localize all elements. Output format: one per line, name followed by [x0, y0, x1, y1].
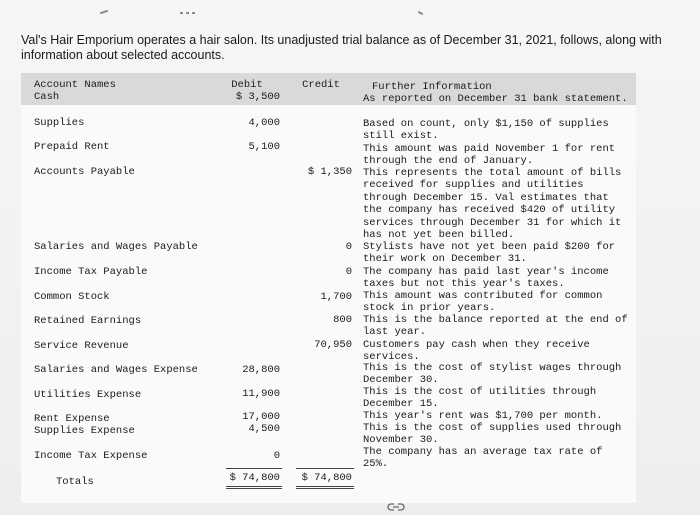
scroll-mark: [100, 10, 108, 15]
header-further-information: Further Information: [372, 81, 492, 93]
supplies-expense-info: This is the cost of supplies used through November 30.: [363, 422, 622, 447]
service-revenue-credit: 70,950: [314, 339, 352, 351]
prepaid-rent-label: Prepaid Rent: [34, 141, 110, 153]
retained-earnings-label: Retained Earnings: [34, 315, 142, 327]
utilities-expense-info: This is the cost of utilities through December 15.: [363, 386, 597, 411]
top-toolbar-marks: [0, 0, 700, 20]
supplies-expense-debit: 4,500: [248, 423, 280, 435]
credit-double-rule-1: [296, 486, 354, 487]
credit-double-rule-2: [296, 488, 354, 489]
scroll-mark: [186, 12, 189, 14]
common-stock-credit: 1,700: [320, 291, 352, 303]
income-tax-expense-debit: 0: [273, 450, 280, 462]
totals-label: Totals: [56, 476, 94, 488]
credit-total-rule: [296, 468, 354, 469]
cash-info: As reported on December 31 bank statement.: [363, 93, 628, 105]
salaries-expense-label: Salaries and Wages Expense: [34, 364, 198, 376]
accounts-payable-info: This represents the total amount of bills received for supplies and utilities through December 15. Val estimates that the company has received $420 of utility services through December 31 for which it has not yet been billed.: [363, 167, 622, 242]
rent-expense-debit: 17,000: [242, 411, 280, 423]
income-tax-payable-info: The company has paid last year's income taxes but not this year's taxes.: [363, 266, 609, 291]
prepaid-rent-info: This amount was paid November 1 for rent through the end of January.: [363, 143, 616, 168]
rent-expense-label: Rent Expense: [34, 413, 110, 425]
supplies-expense-label: Supplies Expense: [34, 425, 135, 437]
utilities-expense-label: Utilities Expense: [34, 389, 142, 401]
prepaid-rent-debit: 5,100: [248, 141, 280, 153]
income-tax-payable-label: Income Tax Payable: [34, 266, 148, 278]
header-account-names: Account Names: [34, 79, 116, 91]
header-debit: Debit: [231, 79, 263, 91]
totals-credit: $ 74,800: [301, 472, 352, 484]
totals-debit: $ 74,800: [229, 472, 280, 484]
service-revenue-label: Service Revenue: [34, 340, 129, 352]
debit-double-rule-1: [226, 486, 282, 487]
scroll-mark: [418, 11, 423, 15]
income-tax-expense-label: Income Tax Expense: [34, 450, 148, 462]
accounts-payable-label: Accounts Payable: [34, 166, 135, 178]
cash-debit: $ 3,500: [235, 91, 280, 103]
service-revenue-info: Customers pay cash when they receive services.: [363, 339, 590, 364]
retained-earnings-credit: 800: [333, 314, 352, 326]
header-credit: Credit: [302, 79, 340, 91]
rent-expense-info: This year's rent was $1,700 per month.: [363, 410, 603, 422]
income-tax-expense-info: The company has an average tax rate of 25%.: [363, 446, 603, 471]
scroll-mark: [192, 12, 195, 14]
income-tax-payable-credit: 0: [345, 266, 352, 278]
supplies-debit: 4,000: [248, 117, 280, 129]
common-stock-label: Common Stock: [34, 291, 110, 303]
salaries-payable-info: Stylists have not yet been paid $200 for their work on December 31.: [363, 241, 616, 266]
supplies-info: Based on count, only $1,150 of supplies still exist.: [363, 118, 609, 143]
scroll-mark: [180, 12, 183, 14]
salaries-expense-debit: 28,800: [242, 364, 280, 376]
accounts-payable-credit: $ 1,350: [307, 166, 352, 178]
problem-intro: Val's Hair Emporium operates a hair salon. Its unadjusted trial balance as of December 31, 2021, follows, along with information about selected accounts.: [21, 33, 662, 62]
cash-label: Cash: [34, 91, 60, 103]
common-stock-info: This amount was contributed for common stock in prior years.: [363, 290, 603, 315]
utilities-expense-debit: 11,900: [242, 388, 280, 400]
debit-double-rule-2: [226, 488, 282, 489]
retained-earnings-info: This is the balance reported at the end of last year.: [363, 314, 628, 339]
link-icon[interactable]: [386, 502, 406, 512]
salaries-payable-credit: 0: [345, 241, 352, 253]
salaries-payable-label: Salaries and Wages Payable: [34, 241, 198, 253]
salaries-expense-info: This is the cost of stylist wages through December 30.: [363, 362, 622, 387]
debit-total-rule: [226, 468, 282, 469]
supplies-label: Supplies: [34, 117, 85, 129]
